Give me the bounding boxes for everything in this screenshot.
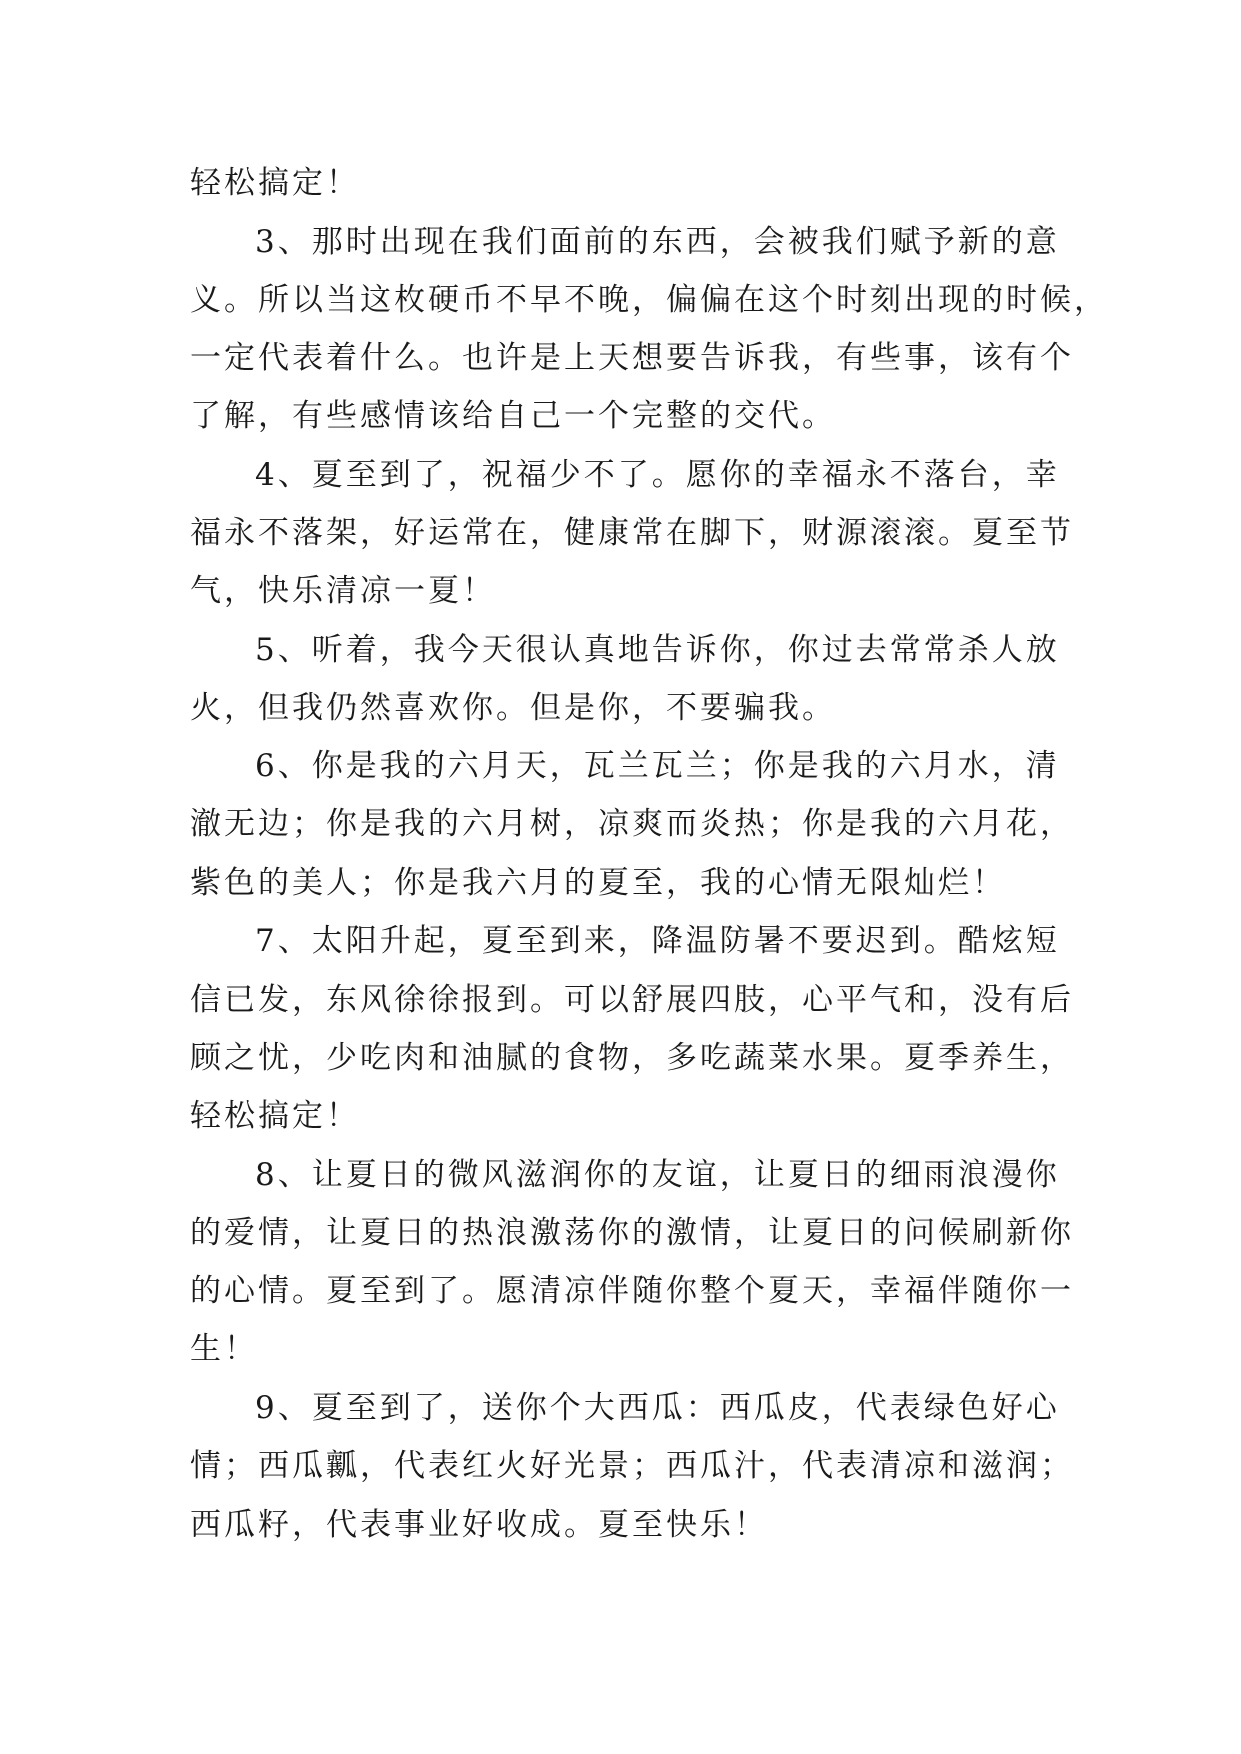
- text-line: 西瓜籽，代表事业好收成。夏至快乐！: [190, 1507, 768, 1543]
- paragraph-4-line-1: 4、夏至到了，祝福少不了。愿你的幸福永不落台，幸: [255, 457, 1060, 493]
- text-line: 紫色的美人；你是我六月的夏至，我的心情无限灿烂！: [190, 865, 1006, 901]
- text-line: 轻松搞定！: [190, 1098, 360, 1134]
- text-line: 轻松搞定！: [190, 165, 360, 201]
- text-line: 了解，有些感情该给自己一个完整的交代。: [190, 398, 836, 434]
- text-line: 一定代表着什么。也许是上天想要告诉我，有些事，该有个: [190, 340, 1074, 376]
- text-line: 信已发，东风徐徐报到。可以舒展四肢，心平气和，没有后: [190, 982, 1074, 1018]
- text-line: 情；西瓜瓤，代表红火好光景；西瓜汁，代表清凉和滋润；: [190, 1448, 1074, 1484]
- text-line: 澈无边；你是我的六月树，凉爽而炎热；你是我的六月花，: [190, 806, 1074, 842]
- paragraph-6-line-1: 6、你是我的六月天，瓦兰瓦兰；你是我的六月水，清: [255, 748, 1060, 784]
- text-line: 火，但我仍然喜欢你。但是你，不要骗我。: [190, 690, 836, 726]
- paragraph-8-line-1: 8、让夏日的微风滋润你的友谊，让夏日的细雨浪漫你: [255, 1157, 1060, 1193]
- paragraph-9-line-1: 9、夏至到了，送你个大西瓜：西瓜皮，代表绿色好心: [255, 1390, 1060, 1426]
- text-line: 福永不落架，好运常在，健康常在脚下，财源滚滚。夏至节: [190, 515, 1074, 551]
- text-line: 生！: [190, 1331, 258, 1367]
- text-line: 顾之忧，少吃肉和油腻的食物，多吃蔬菜水果。夏季养生，: [190, 1040, 1074, 1076]
- paragraph-3-line-1: 3、那时出现在我们面前的东西，会被我们赋予新的意: [255, 224, 1060, 260]
- text-line: 的心情。夏至到了。愿清凉伴随你整个夏天，幸福伴随你一: [190, 1273, 1074, 1309]
- paragraph-5-line-1: 5、听着，我今天很认真地告诉你，你过去常常杀人放: [255, 632, 1060, 668]
- text-line: 气，快乐清凉一夏！: [190, 573, 496, 609]
- text-line: 义。所以当这枚硬币不早不晚，偏偏在这个时刻出现的时候，: [190, 282, 1108, 318]
- text-line: 的爱情，让夏日的热浪激荡你的激情，让夏日的问候刷新你: [190, 1215, 1074, 1251]
- paragraph-7-line-1: 7、太阳升起，夏至到来，降温防暑不要迟到。酷炫短: [255, 923, 1060, 959]
